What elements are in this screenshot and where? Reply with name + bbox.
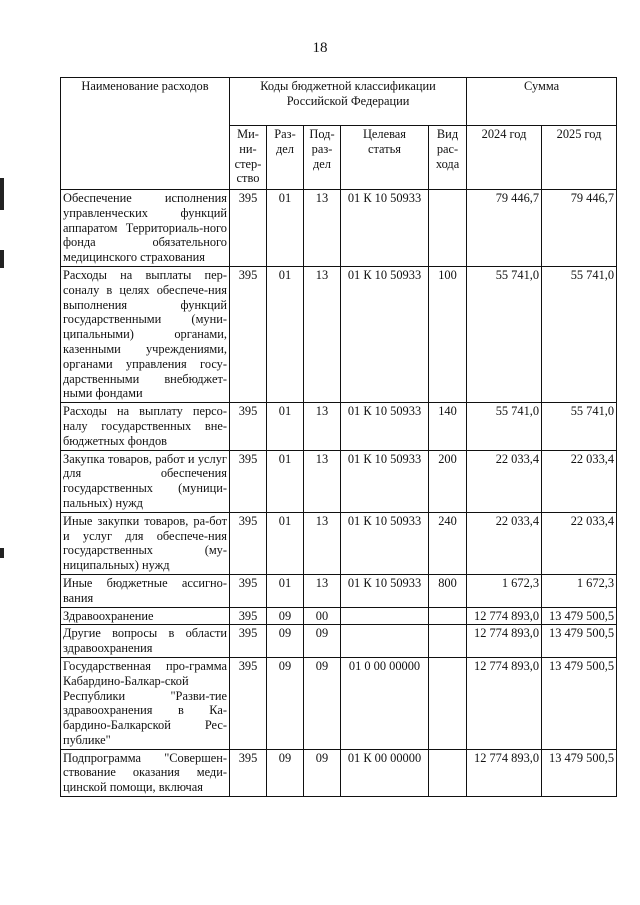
row-subsection: 13 xyxy=(304,512,341,574)
scan-mark xyxy=(0,548,4,558)
row-name: Иные бюджетные ассигно-вания xyxy=(61,574,230,607)
row-2025: 1 672,3 xyxy=(542,574,617,607)
row-type xyxy=(429,190,467,267)
row-section: 09 xyxy=(267,749,304,796)
row-name: Закупка товаров, работ и услуг для обеспечения государственных (муници-пальных) нужд xyxy=(61,450,230,512)
row-name: Государственная про-грамма Кабардино-Балкар-ской Республики "Разви-тие здравоохранения в Ка-бардино-Балкарской Рес-публике" xyxy=(61,657,230,749)
row-ministry: 395 xyxy=(230,657,267,749)
row-subsection: 09 xyxy=(304,625,341,658)
row-ministry: 395 xyxy=(230,625,267,658)
row-section: 01 xyxy=(267,403,304,450)
row-ministry: 395 xyxy=(230,190,267,267)
row-2025: 13 479 500,5 xyxy=(542,625,617,658)
row-target: 01 0 00 00000 xyxy=(341,657,429,749)
row-2025: 55 741,0 xyxy=(542,403,617,450)
row-name: Подпрограмма "Совершен-ствование оказания меди-цинской помощи, включая xyxy=(61,749,230,796)
scan-edge-marks xyxy=(0,0,6,905)
row-section: 09 xyxy=(267,607,304,625)
row-subsection: 13 xyxy=(304,403,341,450)
row-2024: 22 033,4 xyxy=(467,512,542,574)
row-2025: 22 033,4 xyxy=(542,450,617,512)
table-row xyxy=(61,190,617,267)
row-2025: 13 479 500,5 xyxy=(542,749,617,796)
header-target: Целевая статья xyxy=(341,126,429,190)
row-ministry: 395 xyxy=(230,403,267,450)
header-expense-type: Вид рас- хода xyxy=(429,126,467,190)
row-2024: 79 446,7 xyxy=(467,190,542,267)
row-section: 01 xyxy=(267,574,304,607)
table-row xyxy=(61,574,617,607)
row-2025: 13 479 500,5 xyxy=(542,607,617,625)
row-target: 01 К 10 50933 xyxy=(341,450,429,512)
row-subsection: 13 xyxy=(304,266,341,402)
table-row xyxy=(61,403,617,450)
header-name: Наименование расходов xyxy=(61,78,230,190)
row-name: Здравоохранение xyxy=(61,607,230,625)
row-ministry: 395 xyxy=(230,266,267,402)
row-section: 01 xyxy=(267,266,304,402)
row-subsection: 00 xyxy=(304,607,341,625)
header-ministry: Ми- ни- стер- ство xyxy=(230,126,267,190)
row-name: Другие вопросы в области здравоохранения xyxy=(61,625,230,658)
row-ministry: 395 xyxy=(230,749,267,796)
page-number: 18 xyxy=(312,40,328,56)
header-subsection: Под- раз- дел xyxy=(304,126,341,190)
header-codes-group: Коды бюджетной классификации Российской Федерации xyxy=(230,78,467,126)
row-type: 100 xyxy=(429,266,467,402)
table-row xyxy=(61,749,617,796)
row-ministry: 395 xyxy=(230,512,267,574)
row-2024: 55 741,0 xyxy=(467,403,542,450)
row-target xyxy=(341,625,429,658)
table-row xyxy=(61,450,617,512)
row-subsection: 13 xyxy=(304,574,341,607)
row-type xyxy=(429,657,467,749)
row-target: 01 К 10 50933 xyxy=(341,190,429,267)
row-type: 200 xyxy=(429,450,467,512)
row-type xyxy=(429,749,467,796)
row-ministry: 395 xyxy=(230,607,267,625)
table-row xyxy=(61,607,617,625)
row-target: 01 К 10 50933 xyxy=(341,574,429,607)
row-name: Обеспечение исполнения управленческих функций аппаратом Территориаль-ного фонда обязательного медицинского страхования xyxy=(61,190,230,267)
row-section: 01 xyxy=(267,512,304,574)
row-type xyxy=(429,625,467,658)
table-row xyxy=(61,657,617,749)
table-row xyxy=(61,266,617,402)
table-row xyxy=(61,512,617,574)
row-ministry: 395 xyxy=(230,574,267,607)
row-target: 01 К 10 50933 xyxy=(341,403,429,450)
row-section: 09 xyxy=(267,657,304,749)
row-subsection: 13 xyxy=(304,190,341,267)
row-ministry: 395 xyxy=(230,450,267,512)
scan-mark xyxy=(0,250,4,268)
row-subsection: 09 xyxy=(304,657,341,749)
header-year-2025: 2025 год xyxy=(542,126,617,190)
row-2024: 1 672,3 xyxy=(467,574,542,607)
row-target: 01 К 00 00000 xyxy=(341,749,429,796)
row-2025: 79 446,7 xyxy=(542,190,617,267)
row-section: 01 xyxy=(267,450,304,512)
row-target: 01 К 10 50933 xyxy=(341,266,429,402)
row-type xyxy=(429,607,467,625)
row-2025: 13 479 500,5 xyxy=(542,657,617,749)
row-2024: 12 774 893,0 xyxy=(467,607,542,625)
row-2024: 12 774 893,0 xyxy=(467,625,542,658)
row-type: 800 xyxy=(429,574,467,607)
row-2025: 55 741,0 xyxy=(542,266,617,402)
row-2024: 12 774 893,0 xyxy=(467,749,542,796)
row-name: Иные закупки товаров, ра-бот и услуг для обеспече-ния государственных (му-ниципальных) нужд xyxy=(61,512,230,574)
row-section: 09 xyxy=(267,625,304,658)
row-section: 01 xyxy=(267,190,304,267)
row-2024: 12 774 893,0 xyxy=(467,657,542,749)
row-2025: 22 033,4 xyxy=(542,512,617,574)
table-row xyxy=(61,625,617,658)
row-target: 01 К 10 50933 xyxy=(341,512,429,574)
row-name: Расходы на выплаты пер-соналу в целях обеспече-ния выполнения функций государственными (муни-ципальными) органами, казенными учреждениями, органами управления госу-дарственными внебюджет-ными фондами xyxy=(61,266,230,402)
header-section: Раз- дел xyxy=(267,126,304,190)
row-subsection: 09 xyxy=(304,749,341,796)
row-type: 240 xyxy=(429,512,467,574)
row-target xyxy=(341,607,429,625)
row-name: Расходы на выплату персо-налу государственных вне-бюджетных фондов xyxy=(61,403,230,450)
header-year-2024: 2024 год xyxy=(467,126,542,190)
scan-mark xyxy=(0,178,4,210)
expenses-table xyxy=(60,77,617,797)
header-sum-group: Сумма xyxy=(467,78,617,126)
row-2024: 55 741,0 xyxy=(467,266,542,402)
row-2024: 22 033,4 xyxy=(467,450,542,512)
row-type: 140 xyxy=(429,403,467,450)
row-subsection: 13 xyxy=(304,450,341,512)
